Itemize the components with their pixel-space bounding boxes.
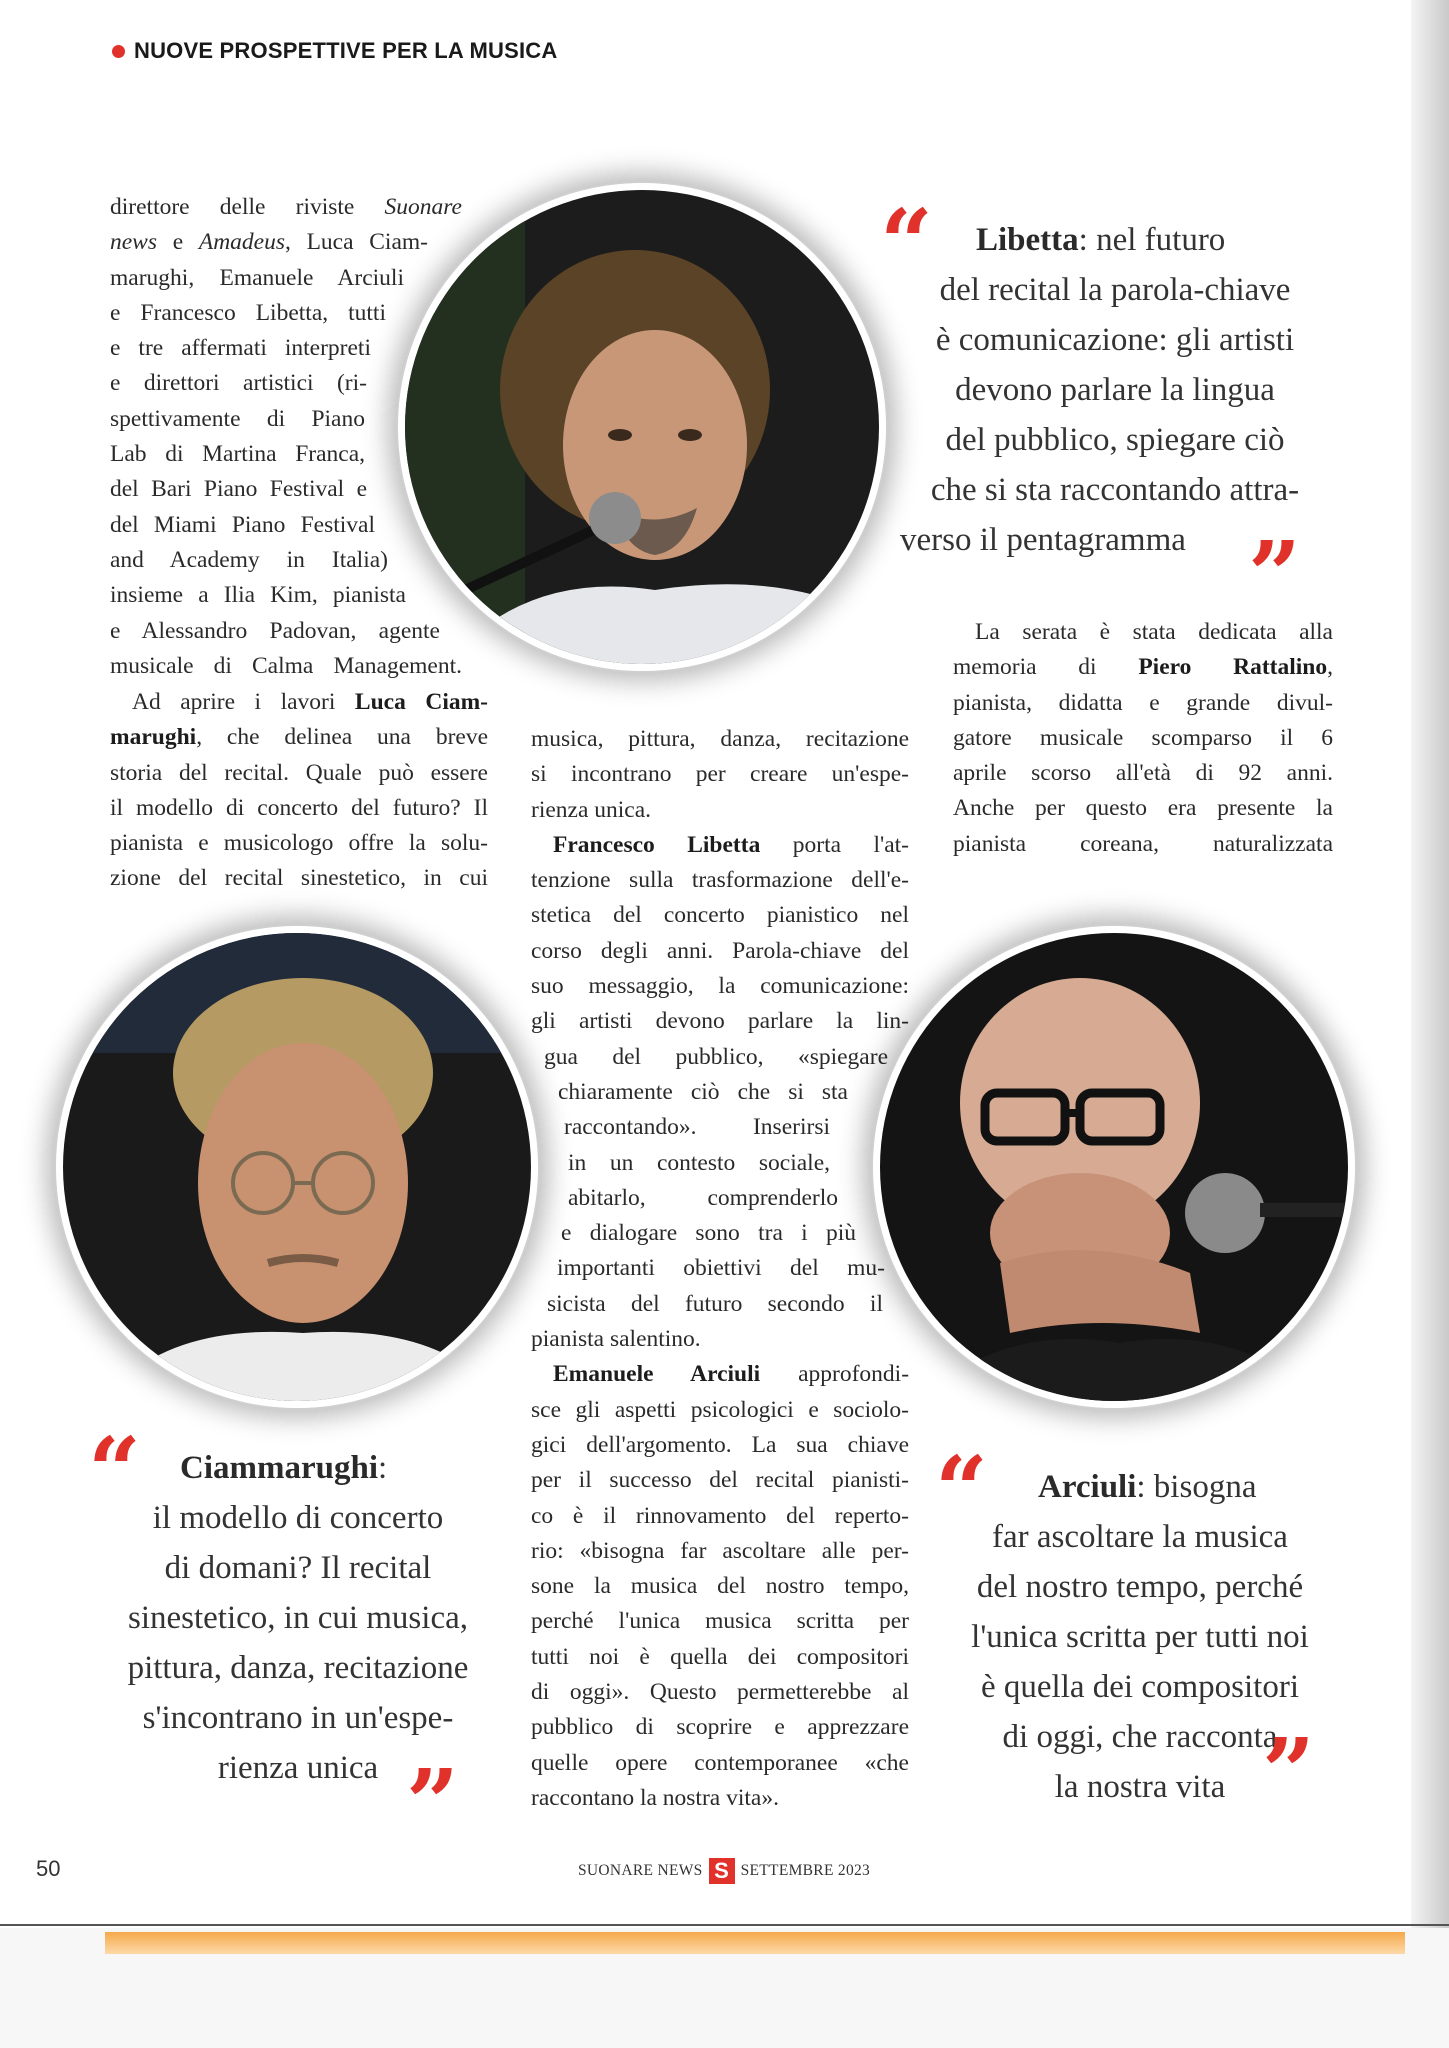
text-line: marughi, che delinea una breve — [110, 724, 488, 751]
text-line: gli artisti devono parlare la lin- — [531, 1008, 909, 1035]
column1-paragraph2 — [110, 685, 488, 897]
text-line: Emanuele Arciuli approfondi- — [553, 1361, 910, 1388]
text-line: pianista, didatta e grande divul- — [953, 689, 1333, 716]
text-line: per il successo del recital pianisti- — [531, 1467, 909, 1494]
quote-line: s'incontrano in un'espe- — [142, 1700, 454, 1736]
portrait-libetta-image — [405, 190, 879, 664]
scan-edge — [1411, 0, 1449, 2048]
text-line: pianista coreana, naturalizzata — [953, 830, 1333, 857]
text-line: tenzione sulla trasformazione dell'e- — [531, 867, 909, 894]
bottom-rule — [0, 1924, 1449, 1926]
text-line: rio: «bisogna far ascoltare alle per- — [531, 1537, 909, 1564]
text-line: zione del recital sinestetico, in cui — [110, 865, 488, 892]
footer-issue: SETTEMBRE 2023 — [740, 1862, 871, 1879]
red-bullet-icon — [112, 45, 125, 58]
text-line: pianista salentino. — [531, 1326, 701, 1353]
text-line: importanti obiettivi del mu- — [557, 1255, 885, 1282]
text-line: Anche per questo era presente la — [953, 795, 1333, 822]
quote-line: rienza unica — [217, 1750, 379, 1786]
text-line: storia del recital. Quale può essere — [110, 759, 488, 786]
text-line: del Bari Piano Festival e — [110, 476, 367, 503]
quote-line: del nostro tempo, perché — [976, 1569, 1304, 1605]
quote-line: del pubblico, spiegare ciò — [945, 422, 1285, 458]
quote-line: far ascoltare la musica — [992, 1519, 1288, 1555]
close-quote-icon: ” — [406, 1749, 459, 1857]
quote-line: pittura, danza, recitazione — [127, 1650, 469, 1686]
text-line: in un contesto sociale, — [568, 1149, 830, 1176]
text-line: musica, pittura, danza, recitazione — [531, 726, 909, 752]
text-line: Francesco Libetta porta l'at- — [553, 831, 910, 858]
portrait-arciuli-image — [880, 933, 1348, 1401]
close-quote-icon: ” — [1248, 521, 1301, 629]
close-quote-icon: ” — [1262, 1718, 1315, 1826]
portrait-ciammarughi-image — [63, 933, 531, 1401]
pull-quote-ciammarughi — [88, 1417, 508, 1857]
column3 — [953, 615, 1333, 862]
text-line: spettivamente di Piano — [110, 405, 365, 432]
quote-line: la nostra vita — [1054, 1769, 1226, 1805]
magazine-logo-icon: S — [709, 1858, 735, 1884]
portrait-arciuli-photo — [873, 926, 1355, 1408]
text-line: Lab di Martina Franca, — [110, 441, 365, 468]
orange-strip — [105, 1932, 1405, 1954]
text-line: sicista del futuro secondo il — [547, 1290, 883, 1317]
text-line: si incontrano per creare un'espe- — [531, 761, 909, 788]
portrait-ciammarughi-photo — [56, 926, 538, 1408]
text-line: e direttori artistici (ri- — [110, 370, 367, 397]
text-line: quelle opere contemporanee «che — [531, 1749, 909, 1776]
quote-line: che si sta raccontando attra- — [930, 472, 1300, 508]
footer-magazine: SUONARE NEWS — [578, 1862, 703, 1879]
text-line: tutti noi è quella dei compositori — [531, 1643, 909, 1670]
open-quote-icon: “ — [88, 1417, 141, 1525]
text-line: raccontando». Inserirsi — [564, 1114, 830, 1141]
text-line: gua del pubblico, «spiegare — [544, 1043, 888, 1070]
text-line: gici dell'argomento. La sua chiave — [531, 1431, 909, 1458]
quote-line: sinestetico, in cui musica, — [127, 1600, 468, 1636]
page-number: 50 — [36, 1856, 61, 1881]
text-line: La serata è stata dedicata alla — [975, 619, 1333, 645]
text-line: Ad aprire i lavori Luca Ciam- — [132, 689, 489, 715]
section-header — [112, 38, 557, 64]
quote-line: del recital la parola-chiave — [939, 272, 1291, 308]
text-line: co è il rinnovamento del reperto- — [531, 1502, 909, 1529]
quote-line: verso il pentagramma — [900, 522, 1186, 558]
text-line: e Francesco Libetta, tutti — [110, 299, 386, 326]
quote-line: devono parlare la lingua — [955, 372, 1275, 408]
text-line: e tre affermati interpreti — [110, 335, 371, 362]
text-line: insieme a Ilia Kim, pianista — [110, 582, 406, 609]
quote-line: Libetta: nel futuro — [976, 222, 1226, 258]
section-title: NUOVE PROSPETTIVE PER LA MUSICA — [134, 38, 558, 63]
column2 — [531, 722, 909, 1816]
text-line: del Miami Piano Festival — [110, 511, 375, 538]
open-quote-icon: “ — [935, 1436, 988, 1544]
text-line: stetica del concerto pianistico nel — [531, 902, 909, 929]
quote-line: di oggi, che racconta — [1002, 1719, 1278, 1755]
text-line: abitarlo, comprenderlo — [568, 1184, 838, 1211]
text-line: marughi, Emanuele Arciuli — [110, 264, 404, 291]
quote-line: Ciammarughi: — [180, 1450, 388, 1486]
quote-line: è comunicazione: gli artisti — [935, 322, 1295, 358]
text-line: sce gli aspetti psicologici e sociolo- — [531, 1396, 909, 1423]
text-line: chiaramente ciò che si sta — [558, 1078, 848, 1105]
quote-line: l'unica scritta per tutti noi — [971, 1619, 1309, 1655]
text-line: suo messaggio, la comunicazione: — [531, 973, 909, 1000]
text-line: musicale di Calma Management. — [110, 652, 462, 679]
text-line: and Academy in Italia) — [110, 546, 388, 573]
text-line: pubblico di scoprire e apprezzare — [531, 1714, 909, 1741]
text-line: e Alessandro Padovan, agente — [110, 617, 440, 644]
text-line: memoria di Piero Rattalino, — [953, 654, 1334, 681]
text-line: perché l'unica musica scritta per — [531, 1608, 909, 1635]
pull-quote-arciuli — [930, 1436, 1350, 1826]
open-quote-icon: “ — [880, 189, 933, 297]
text-line: gatore musicale scomparso il 6 — [953, 724, 1333, 751]
pull-quote-libetta — [880, 189, 1350, 629]
text-line: di oggi». Questo permetterebbe al — [531, 1679, 909, 1706]
quote-line: è quella dei compositori — [981, 1669, 1299, 1705]
text-line: il modello di concerto del futuro? Il — [110, 794, 488, 821]
footer-masthead — [578, 1858, 870, 1884]
text-line: corso degli anni. Parola-chiave del — [531, 937, 909, 964]
text-line: e dialogare sono tra i più — [561, 1220, 856, 1247]
text-line: aprile scorso all'età di 92 anni. — [953, 760, 1333, 787]
text-line: rienza unica. — [531, 796, 652, 823]
text-line: news e Amadeus, Luca Ciam- — [110, 229, 428, 256]
quote-line: di domani? Il recital — [164, 1550, 432, 1586]
quote-line: Arciuli: bisogna — [1038, 1469, 1257, 1505]
text-line: direttore delle riviste Suonare — [110, 194, 462, 220]
text-line: raccontano la nostra vita». — [531, 1784, 779, 1811]
portrait-libetta-photo — [398, 183, 886, 671]
text-line: sone la musica del nostro tempo, — [531, 1573, 909, 1600]
quote-line: il modello di concerto — [152, 1500, 444, 1536]
text-line: pianista e musicologo offre la solu- — [110, 830, 488, 857]
